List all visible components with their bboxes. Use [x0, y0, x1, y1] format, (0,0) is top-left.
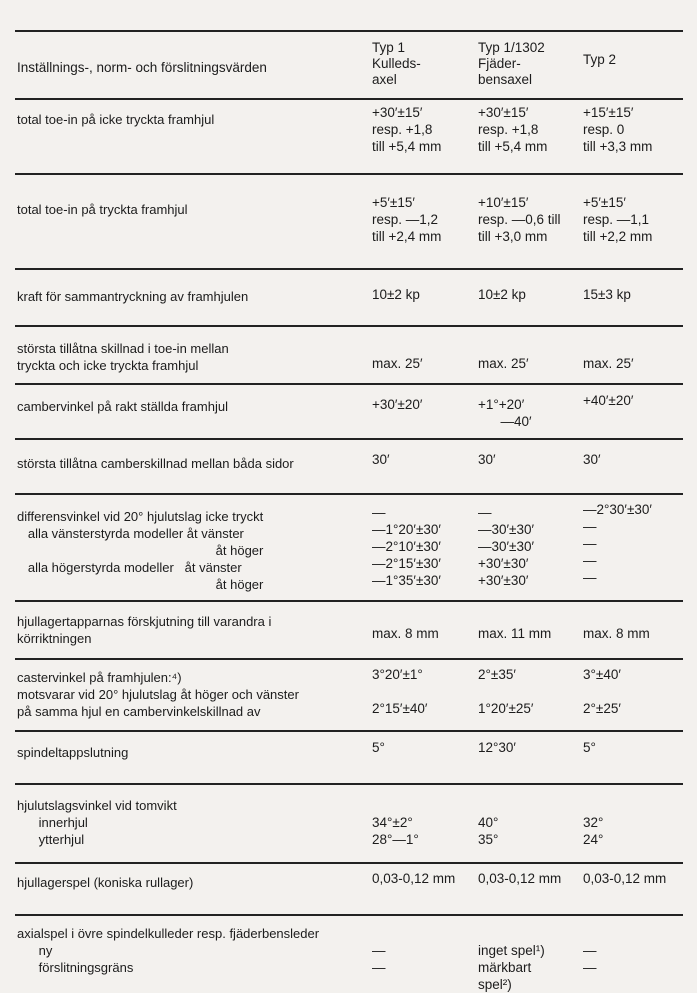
row-value-typ1: +30′±15′ resp. +1,8 till +5,4 mm — [372, 105, 442, 154]
header-col-typ1-1302: Typ 1/1302 Fjäder- bensaxel — [478, 40, 545, 87]
row-value-typ1: 0,03-0,12 mm — [372, 871, 456, 886]
row-value-typ2: 5° — [583, 740, 596, 755]
row-value-typ2: 3°±40′ 2°±25′ — [583, 667, 621, 716]
row-label: total toe-in på icke tryckta framhjul — [17, 112, 215, 127]
row-label: hjullagerspel (koniska rullager) — [17, 875, 194, 890]
row-label: största tillåtna camberskillnad mellan båda sidor — [17, 456, 294, 471]
row-value-typ1: max. 25′ — [372, 356, 423, 371]
row-value-typ1: — —1°20′±30′ —2°10′±30′ —2°15′±30′ —1°35′±30′ — [372, 505, 441, 588]
row-divider — [15, 493, 683, 495]
row-value-typ1-1302: 40° 35° — [478, 815, 499, 847]
row-divider — [15, 600, 683, 602]
header-col-typ1: Typ 1 Kulleds- axel — [372, 40, 421, 87]
row-divider — [15, 730, 683, 732]
row-divider — [15, 438, 683, 440]
row-label: största tillåtna skillnad i toe-in mellan tryckta och icke tryckta framhjul — [17, 341, 229, 373]
row-value-typ2: 0,03-0,12 mm — [583, 871, 667, 886]
row-value-typ2: +15′±15′ resp. 0 till +3,3 mm — [583, 105, 653, 154]
row-value-typ1: +5′±15′ resp. —1,2 till +2,4 mm — [372, 195, 442, 244]
row-value-typ1-1302: 2°±35′ 1°20′±25′ — [478, 667, 534, 716]
row-divider — [15, 268, 683, 270]
row-value-typ1: max. 8 mm — [372, 626, 439, 641]
row-label: axialspel i övre spindelkulleder resp. fjäderbensleder ny förslitningsgräns — [17, 926, 320, 975]
row-label: castervinkel på framhjulen:⁴) motsvarar vid 20° hjulutslag åt höger och vänster på samma hjul en cambervinkelskillnad av — [17, 670, 299, 719]
row-value-typ1-1302: max. 11 mm — [478, 626, 552, 641]
row-value-typ1-1302: 0,03-0,12 mm — [478, 871, 562, 886]
row-value-typ1-1302: inget spel¹) märkbart spel²) — [478, 943, 545, 992]
row-value-typ1: — — — [372, 943, 386, 975]
row-value-typ1: 30′ — [372, 452, 390, 467]
row-value-typ1-1302: — —30′±30′ —30′±30′ +30′±30′ +30′±30′ — [478, 505, 535, 588]
row-value-typ1-1302: 30′ — [478, 452, 496, 467]
row-value-typ1: 3°20′±1° 2°15′±40′ — [372, 667, 428, 716]
row-value-typ1-1302: +1°+20′ —40′ — [478, 397, 532, 429]
row-value-typ2: 15±3 kp — [583, 287, 631, 302]
header-label: Inställnings-, norm- och förslitningsvärden — [17, 60, 267, 75]
row-value-typ1-1302: 10±2 kp — [478, 287, 526, 302]
row-value-typ1: 34°±2° 28°—1° — [372, 815, 419, 847]
row-value-typ2: 30′ — [583, 452, 601, 467]
row-divider — [15, 914, 683, 916]
row-label: hjullagertapparnas förskjutning till varandra i körriktningen — [17, 614, 272, 646]
row-value-typ2: 32° 24° — [583, 815, 604, 847]
row-value-typ1-1302: +30′±15′ resp. +1,8 till +5,4 mm — [478, 105, 548, 154]
row-value-typ2: max. 8 mm — [583, 626, 650, 641]
row-value-typ2: —2°30′±30′ — — — — — [583, 502, 652, 585]
row-value-typ1-1302: max. 25′ — [478, 356, 529, 371]
row-value-typ1-1302: 12°30′ — [478, 740, 516, 755]
row-value-typ2: +5′±15′ resp. —1,1 till +2,2 mm — [583, 195, 653, 244]
header-col-typ2: Typ 2 — [583, 52, 617, 67]
header-bottom-rule — [15, 98, 683, 100]
row-value-typ2: +40′±20′ — [583, 393, 634, 408]
row-divider — [15, 383, 683, 385]
row-label: kraft för sammantryckning av framhjulen — [17, 289, 249, 304]
row-divider — [15, 658, 683, 660]
row-divider — [15, 783, 683, 785]
row-value-typ2: max. 25′ — [583, 356, 634, 371]
row-label: total toe-in på tryckta framhjul — [17, 202, 188, 217]
table-top-rule — [15, 30, 683, 32]
row-divider — [15, 325, 683, 327]
row-label: cambervinkel på rakt ställda framhjul — [17, 399, 228, 414]
row-value-typ2: — — — [583, 943, 597, 975]
row-label: hjulutslagsvinkel vid tomvikt innerhjul ytterhjul — [17, 798, 177, 847]
row-label: differensvinkel vid 20° hjulutslag icke tryckt alla vänsterstyrda modeller åt vänster åt höger alla högerstyrda modeller åt vänster åt höger — [17, 509, 264, 592]
row-label: spindeltappslutning — [17, 745, 129, 760]
row-value-typ1-1302: +10′±15′ resp. —0,6 till till +3,0 mm — [478, 195, 561, 244]
row-divider — [15, 173, 683, 175]
row-divider — [15, 862, 683, 864]
row-value-typ1: +30′±20′ — [372, 397, 423, 412]
row-value-typ1: 5° — [372, 740, 385, 755]
row-value-typ1: 10±2 kp — [372, 287, 420, 302]
